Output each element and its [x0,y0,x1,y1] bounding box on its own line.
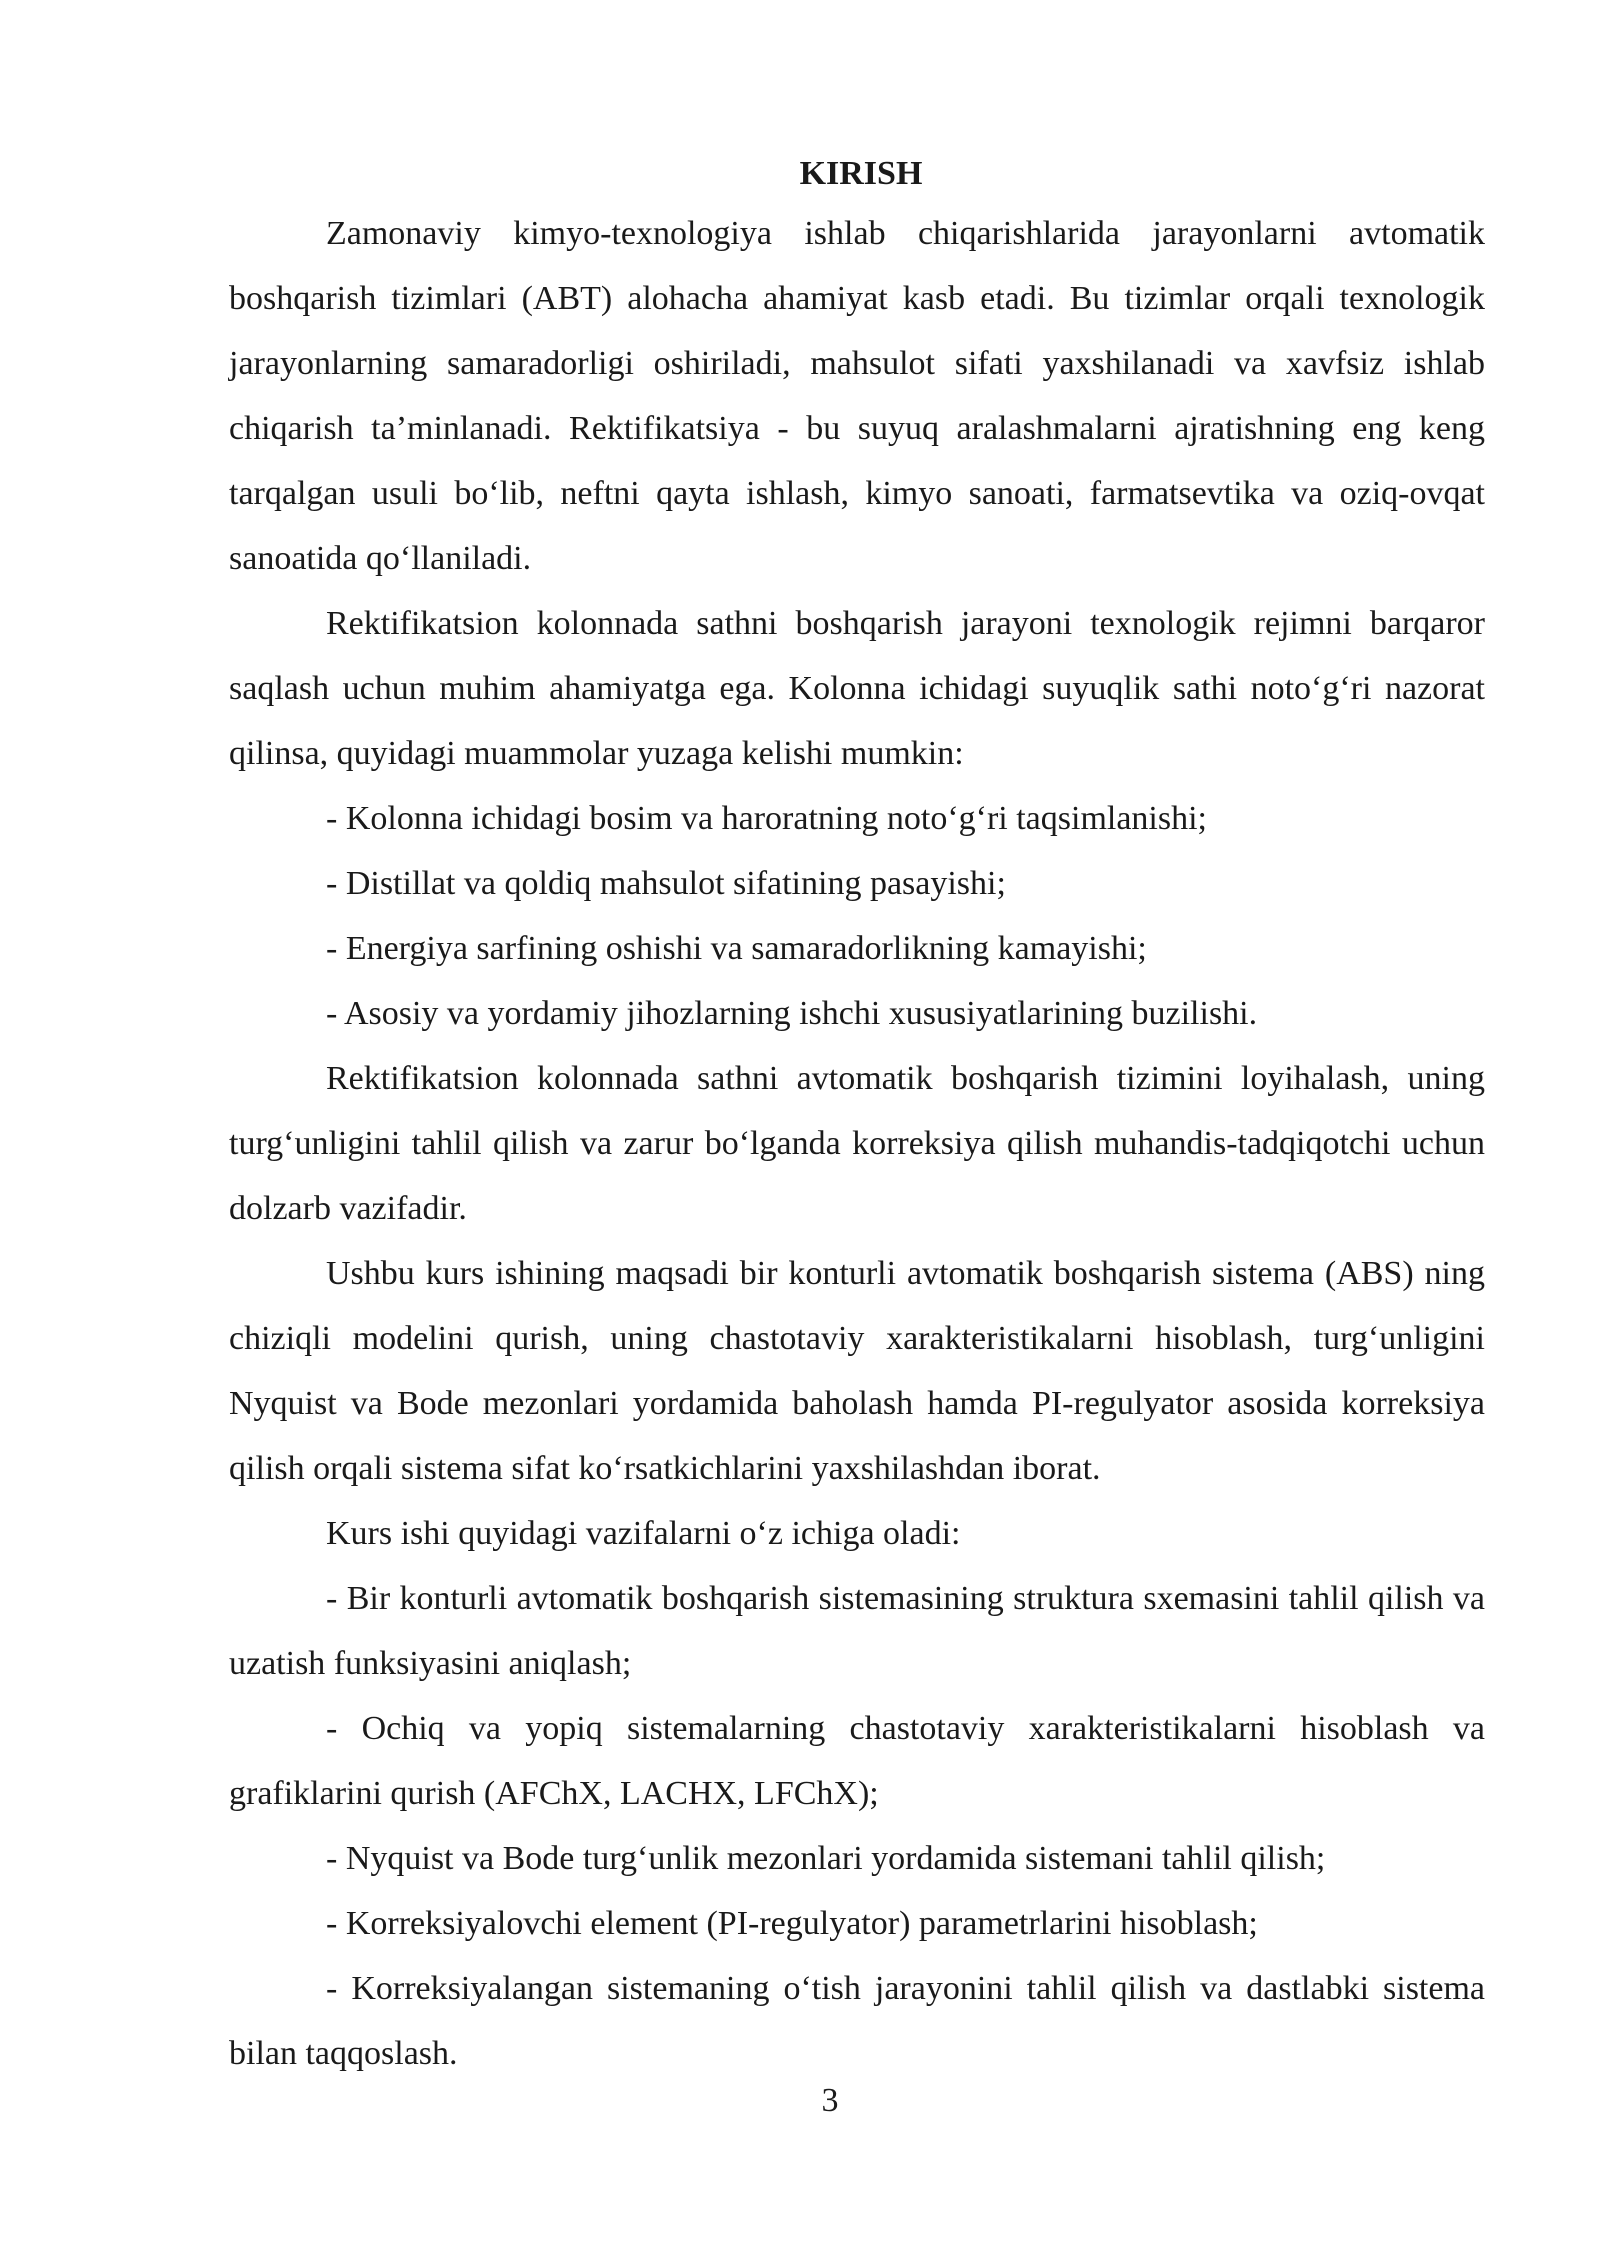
list-item-task-4: - Korreksiyalovchi element (PI-regulyator) parametrlarini hisoblash; [326,1905,1258,1942]
list-item-task-3: - Nyquist va Bode turg‘unlik mezonlari yordamida sistemani tahlil qilish; [326,1840,1326,1877]
list-item-problem-1: - Kolonna ichidagi bosim va haroratning noto‘g‘ri taqsimlanishi; [326,800,1207,837]
paragraph-design-task: Rektifikatsion kolonnada sathni avtomatik boshqarish tizimini loyihalash, uning turg‘unligini tahlil qilish va zarur bo‘lganda korreksiya qilish muhandis-tadqiqotchi uchun dolzarb vazifadir. [229,1060,1485,1227]
list-item-task-2: - Ochiq va yopiq sistemalarning chastotaviy xarakteristikalarni hisoblash va grafiklarini qurish (AFChX, LACHX, LFChX); [229,1710,1485,1812]
paragraph-intro: Zamonaviy kimyo-texnologiya ishlab chiqarishlarida jarayonlarni avtomatik boshqarish tizimlari (ABT) alohacha ahamiyat kasb etadi. Bu tizimlar orqali texnologik jarayonlarning samaradorligi oshiriladi, mahsulot sifati yaxshilanadi va xavfsiz ishlab chiqarish ta’minlanadi. Rektifikatsiya - bu suyuq aralashmalarni ajratishning eng keng tarqalgan usuli bo‘lib, neftni qayta ishlash, kimyo sanoati, farmatsevtika va oziq-ovqat sanoatida qo‘llaniladi. [229,215,1485,577]
paragraph-level-control: Rektifikatsion kolonnada sathni boshqarish jarayoni texnologik rejimni barqaror saqlash uchun muhim ahamiyatga ega. Kolonna ichidagi suyuqlik sathi noto‘g‘ri nazorat qilinsa, quyidagi muammolar yuzaga kelishi mumkin: [229,605,1485,772]
list-item-problem-4: - Asosiy va yordamiy jihozlarning ishchi xususiyatlarining buzilishi. [326,995,1258,1032]
section-heading: KIRISH [799,155,923,192]
paragraph-goal: Ushbu kurs ishining maqsadi bir konturli avtomatik boshqarish sistema (ABS) ning chiziqli modelini qurish, uning chastotaviy xarakteristikalarni hisoblash, turg‘unligini Nyquist va Bode mezonlari yordamida baholash hamda PI-regulyator asosida korreksiya qilish orqali sistema sifat ko‘rsatkichlarini yaxshilashdan iborat. [229,1255,1485,1487]
list-item-problem-2: - Distillat va qoldiq mahsulot sifatining pasayishi; [326,865,1006,902]
page-number: 3 [821,2082,839,2119]
list-item-problem-3: - Energiya sarfining oshishi va samaradorlikning kamayishi; [326,930,1147,967]
list-item-task-5: - Korreksiyalangan sistemaning o‘tish jarayonini tahlil qilish va dastlabki sistema bilan taqqoslash. [229,1970,1485,2072]
document-page [229,148,1485,2086]
paragraph-tasks-intro: Kurs ishi quyidagi vazifalarni o‘z ichiga oladi: [326,1515,961,1552]
list-item-task-1: - Bir konturli avtomatik boshqarish sistemasining struktura sxemasini tahlil qilish va uzatish funksiyasini aniqlash; [229,1580,1485,1682]
